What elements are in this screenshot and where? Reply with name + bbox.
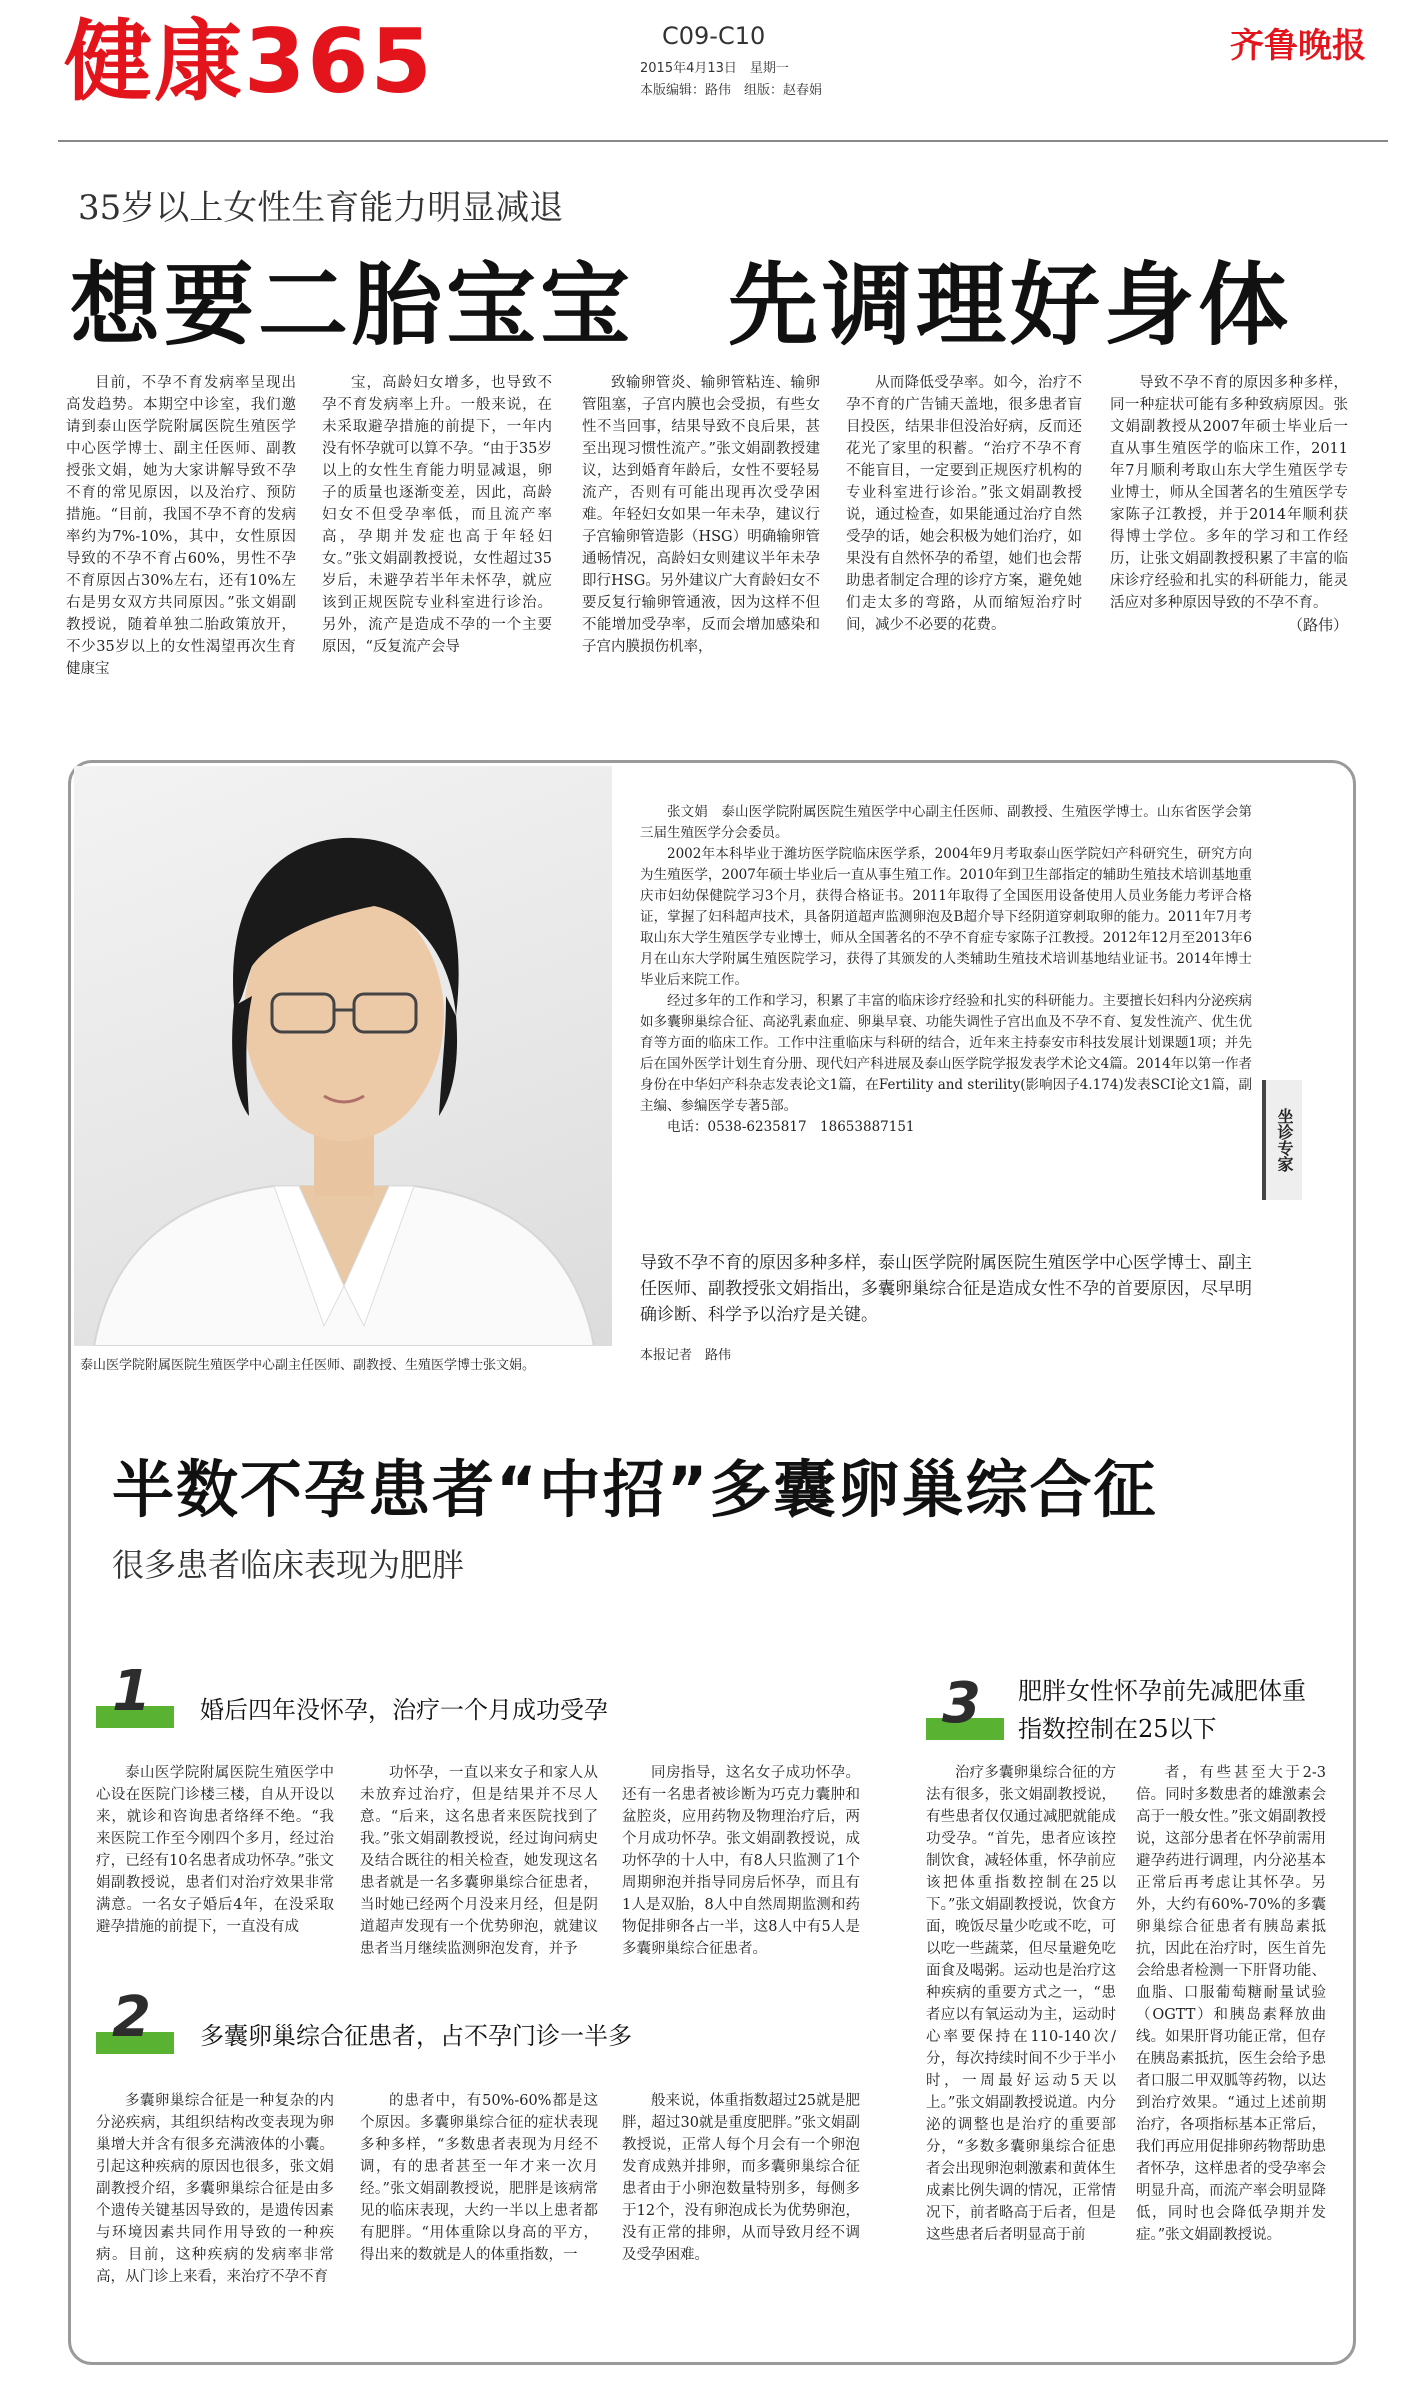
masthead-divider: [58, 140, 1388, 142]
bio-paragraph: 张文娟 泰山医学院附属医院生殖医学中心副主任医师、副教授、生殖医学博士。山东省医学会第三届生殖医学分会委员。: [640, 804, 1252, 841]
column-tag: 坐诊专家: [1262, 1080, 1302, 1200]
section-number: 2: [112, 1985, 151, 2050]
section2-column-2: 的患者中，有50%-60%都是这个原因。多囊卵巢综合征的症状表现多种多样，“多数患者表现为月经不调，有的患者甚至一年才来一次月经。”张文娟副教授说，肥胖是该病常见的临床表现，大约一半以上患者都有肥胖。“用体重除以身高的平方，得出来的数就是人的体重指数，一: [360, 2093, 598, 2263]
newspaper-logo: 齐鲁晚报: [1230, 26, 1366, 66]
expert-phone: 电话：0538-6235817 18653887151: [667, 1119, 915, 1135]
article2-headline: 半数不孕患者“中招”多囊卵巢综合征: [112, 1453, 1158, 1526]
page-numbers: C09-C10: [662, 22, 766, 50]
expert-bio: [640, 802, 1252, 1138]
article2-subhead: 很多患者临床表现为肥胖: [112, 1546, 465, 1584]
expert-lead: 导致不孕不育的原因多种多样，泰山医学院附属医院生殖医学中心医学博士、副主任医师、副教授张文娟指出，多囊卵巢综合征是造成女性不孕的首要原因，尽早明确诊断、科学予以治疗是关键。: [640, 1253, 1252, 1325]
section-number: 1: [112, 1659, 151, 1724]
bio-paragraph: 2002年本科毕业于潍坊医学院临床医学系，2004年9月考取泰山医学院妇产科研究生，研究方向为生殖医学，2007年硕士毕业后一直从事生殖工作。2010年到卫生部指定的辅助生殖技术培训基地重庆市妇幼保健院学习3个月，获得合格证书。2011年取得了全国医用设备使用人员业务能力考评合格证，掌握了妇科超声技术，具备阴道超声监测卵泡及B超介导下经阴道穿刺取卵的能力。2011年7月考取山东大学生殖医学专业博士，师从全国著名的不孕不育症专家陈子江教授。2012年12月至2013年6月在山东大学附属生殖医院学习，获得了其颁发的人类辅助生殖技术培训基地结业证书。2014年博士毕业后来院工作。: [640, 846, 1252, 988]
article1-column-1: 目前，不孕不育发病率呈现出高发趋势。本期空中诊室，我们邀请到泰山医学院附属医院生殖医学中心医学博士、副主任医师、副教授张文娟，她为大家讲解导致不孕不育的常见原因，以及治疗、预防措施。“目前，我国不孕不育的发病率约为7%-10%，其中，女性原因导致的不孕不育占60%，男性不孕不育原因占30%左右，还有10%左右是男女双方共同原因。”张文娟副教授说，随着单独二胎政策放开，不少35岁以上的女性渴望再次生育健康宝: [66, 375, 296, 677]
section3-column-1: 治疗多囊卵巢综合征的方法有很多，张文娟副教授说，有些患者仅仅通过减肥就能成功受孕。“首先，患者应该控制饮食，减轻体重，怀孕前应该把体重指数控制在25以下。”张文娟副教授说，饮食方面，晚饭尽量少吃或不吃，可以吃一些蔬菜，但尽量避免吃面食及喝粥。运动也是治疗这种疾病的重要方式之一，“患者应以有氧运动为主，运动时心率要保持在110-140次/分，每次持续时间不少于半小时，一周最好运动5天以上。”张文娟副教授说道。内分泌的调整也是治疗的重要部分，“多数多囊卵巢综合征患者会出现卵泡刺激素和黄体生成素比例失调的情况，正常情况下，前者略高于后者，但是这些患者后者明显高于前: [926, 1765, 1116, 2243]
section1-column-1: 泰山医学院附属医院生殖医学中心设在医院门诊楼三楼，自从开设以来，就诊和咨询患者络绎不绝。“我来医院工作至今刚四个多月，经过治疗，已经有10名患者成功怀孕。”张文娟副教授说，患者们对治疗效果非常满意。一名女子婚后4年，在没采取避孕措施的前提下，一直没有成: [96, 1765, 334, 1935]
section1-column-3: 同房指导，这名女子成功怀孕。还有一名患者被诊断为巧克力囊肿和盆腔炎，应用药物及物理治疗后，两个月成功怀孕。张文娟副教授说，成功怀孕的十人中，有8人只监测了1个周期卵泡并指导同房后怀孕，而且有1人是双胎，8人中自然周期监测和药物促排卵各占一半，这8人中有5人是多囊卵巢综合征患者。: [622, 1765, 860, 1957]
article1-byline: （路伟）: [1287, 616, 1348, 634]
section2-column-1: 多囊卵巢综合征是一种复杂的内分泌疾病，其组织结构改变表现为卵巢增大并含有很多充满液体的小囊。引起这种疾病的原因也很多，张文娟副教授介绍，多囊卵巢综合征是由多个遗传关键基因导致的，是遗传因素与环境因素共同作用导致的一种疾病。目前，这种疾病的发病率非常高，从门诊上来看，来治疗不孕不育: [96, 2093, 334, 2285]
section-title: 婚后四年没怀孕，治疗一个月成功受孕: [200, 1696, 608, 1724]
article1-column-2: 宝，高龄妇女增多，也导致不孕不育发病率上升。一般来说，在未采取避孕措施的前提下，一年内没有怀孕就可以算不孕。“由于35岁以上的女性生育能力明显减退，卵子的质量也逐渐变差，因此，高龄妇女不但受孕率低，而且流产率高，孕期并发症也高于年轻妇女。”张文娟副教授说，女性超过35岁后，未避孕若半年未怀孕，就应该到正规医院专业科室进行诊治。另外，流产是造成不孕的一个主要原因，“反复流产会导: [322, 375, 552, 655]
section1-column-2: 功怀孕，一直以来女子和家人从未放弃过治疗，但是结果并不尽人意。“后来，这名患者来医院找到了我。”张文娟副教授说，经过询问病史及结合既往的相关检查，她发现这名患者就是一名多囊卵巢综合征患者，当时她已经两个月没来月经，但是阴道超声发现有一个优势卵泡，就建议患者当月继续监测卵泡发育，并予: [360, 1765, 598, 1957]
section2-column-3: 般来说，体重指数超过25就是肥胖，超过30就是重度肥胖。”张文娟副教授说，正常人每个月会有一个卵泡发育成熟并排卵，而多囊卵巢综合征患者由于小卵泡数量特别多，每侧多于12个，没有卵泡成长为优势卵泡，没有正常的排卵，从而导致月经不调及受孕困难。: [622, 2093, 860, 2263]
article1-headline: 想要二胎宝宝 先调理好身体: [70, 253, 1292, 358]
section-title: 多囊卵巢综合征患者，占不孕门诊一半多: [200, 2022, 632, 2050]
article1-kicker: 35岁以上女性生育能力明显减退: [78, 188, 564, 228]
reporter-credit: 本报记者 路伟: [640, 1348, 732, 1363]
date-line: 2015年4月13日 星期一: [640, 61, 789, 76]
section-number: 3: [942, 1671, 981, 1736]
section3-column-2: 者，有些甚至大于2-3倍。同时多数患者的雄激素会高于一般女性。”张文娟副教授说，这部分患者在怀孕前需用避孕药进行调理，内分泌基本正常后再考虑让其怀孕。另外，大约有60%-70%的多囊卵巢综合征患者有胰岛素抵抗，因此在治疗时，医生首先会给患者检测一下肝肾功能、血脂、口服葡萄糖耐量试验（OGTT）和胰岛素释放曲线。如果肝肾功能正常，但存在胰岛素抵抗，医生会给予患者口服二甲双胍等药物，以达到治疗效果。“通过上述前期治疗，各项指标基本正常后，我们再应用促排卵药物帮助患者怀孕，这样患者的受孕率会明显升高，而流产率会明显降低，同时也会降低孕期并发症。”张文娟副教授说。: [1136, 1765, 1326, 2243]
photo-caption: 泰山医学院附属医院生殖医学中心副主任医师、副教授、生殖医学博士张文娟。: [80, 1358, 536, 1373]
issue-meta: [640, 58, 822, 102]
article1-column-5: 导致不孕不育的原因多种多样，同一种症状可能有多种致病原因。张文娟副教授从2007年硕士毕业后一直从事生殖医学的临床工作，2011年7月顺利考取山东大学生殖医学专业博士，师从全国著名的生殖医学专家陈子江教授，并于2014年顺利获得博士学位。多年的学习和工作经历，让张文娟副教授积累了丰富的临床诊疗经验和扎实的科研能力，能灵活应对多种原因导致的不孕不育。 （路伟）: [1110, 375, 1348, 634]
editors-line: 本版编辑：路伟 组版：赵春娟: [640, 83, 823, 98]
section-title: 健康365: [64, 10, 434, 113]
article1-column-3: 致输卵管炎、输卵管粘连、输卵管阻塞，子宫内膜也会受损，有些女性不当回事，结果导致不良后果，甚至出现习惯性流产。”张文娟副教授建议，达到婚育年龄后，女性不要轻易流产，否则有可能出现再次受孕困难。年轻妇女如果一年未孕，建议行子宫输卵管造影（HSG）明确输卵管通畅情况，高龄妇女则建议半年未孕即行HSG。另外建议广大育龄妇女不要反复行输卵管通液，因为这样不但不能增加受孕率，反而会增加感染和子宫内膜损伤机率，: [582, 375, 820, 655]
doctor-photo: [74, 766, 612, 1346]
doctor-portrait-illustration: [74, 766, 612, 1346]
article1-column-4: 从而降低受孕率。如今，治疗不孕不育的广告铺天盖地，很多患者盲目投医，结果非但没治好病，反而还花光了家里的积蓄。“治疗不孕不育不能盲目，一定要到正规医疗机构的专业科室进行诊治。”张文娟副教授说，通过检查，如果能通过治疗自然受孕的话，她会积极为她们治疗，如果没有自然怀孕的希望，她们也会帮助患者制定合理的诊疗方案，避免她们走太多的弯路，从而缩短治疗时间，减少不必要的花费。: [846, 375, 1082, 633]
section-title: 肥胖女性怀孕前先减肥体重指数控制在25以下: [1018, 1677, 1306, 1743]
bio-paragraph: 经过多年的工作和学习，积累了丰富的临床诊疗经验和扎实的科研能力。主要擅长妇科内分泌疾病如多囊卵巢综合征、高泌乳素血症、卵巢早衰、功能失调性子宫出血及不孕不育、复发性流产、优生优育等方面的临床工作。工作中注重临床与科研的结合，近年来主持泰安市科技发展计划课题1项；并先后在国外医学计划生育分册、现代妇产科进展及泰山医学院学报发表学术论文4篇。2014年以第一作者身份在中华妇产科杂志发表论文1篇，在Fertility and sterility(影响因子4.174)发表SCI论文1篇，副主编、参编医学专著5部。: [640, 993, 1252, 1114]
